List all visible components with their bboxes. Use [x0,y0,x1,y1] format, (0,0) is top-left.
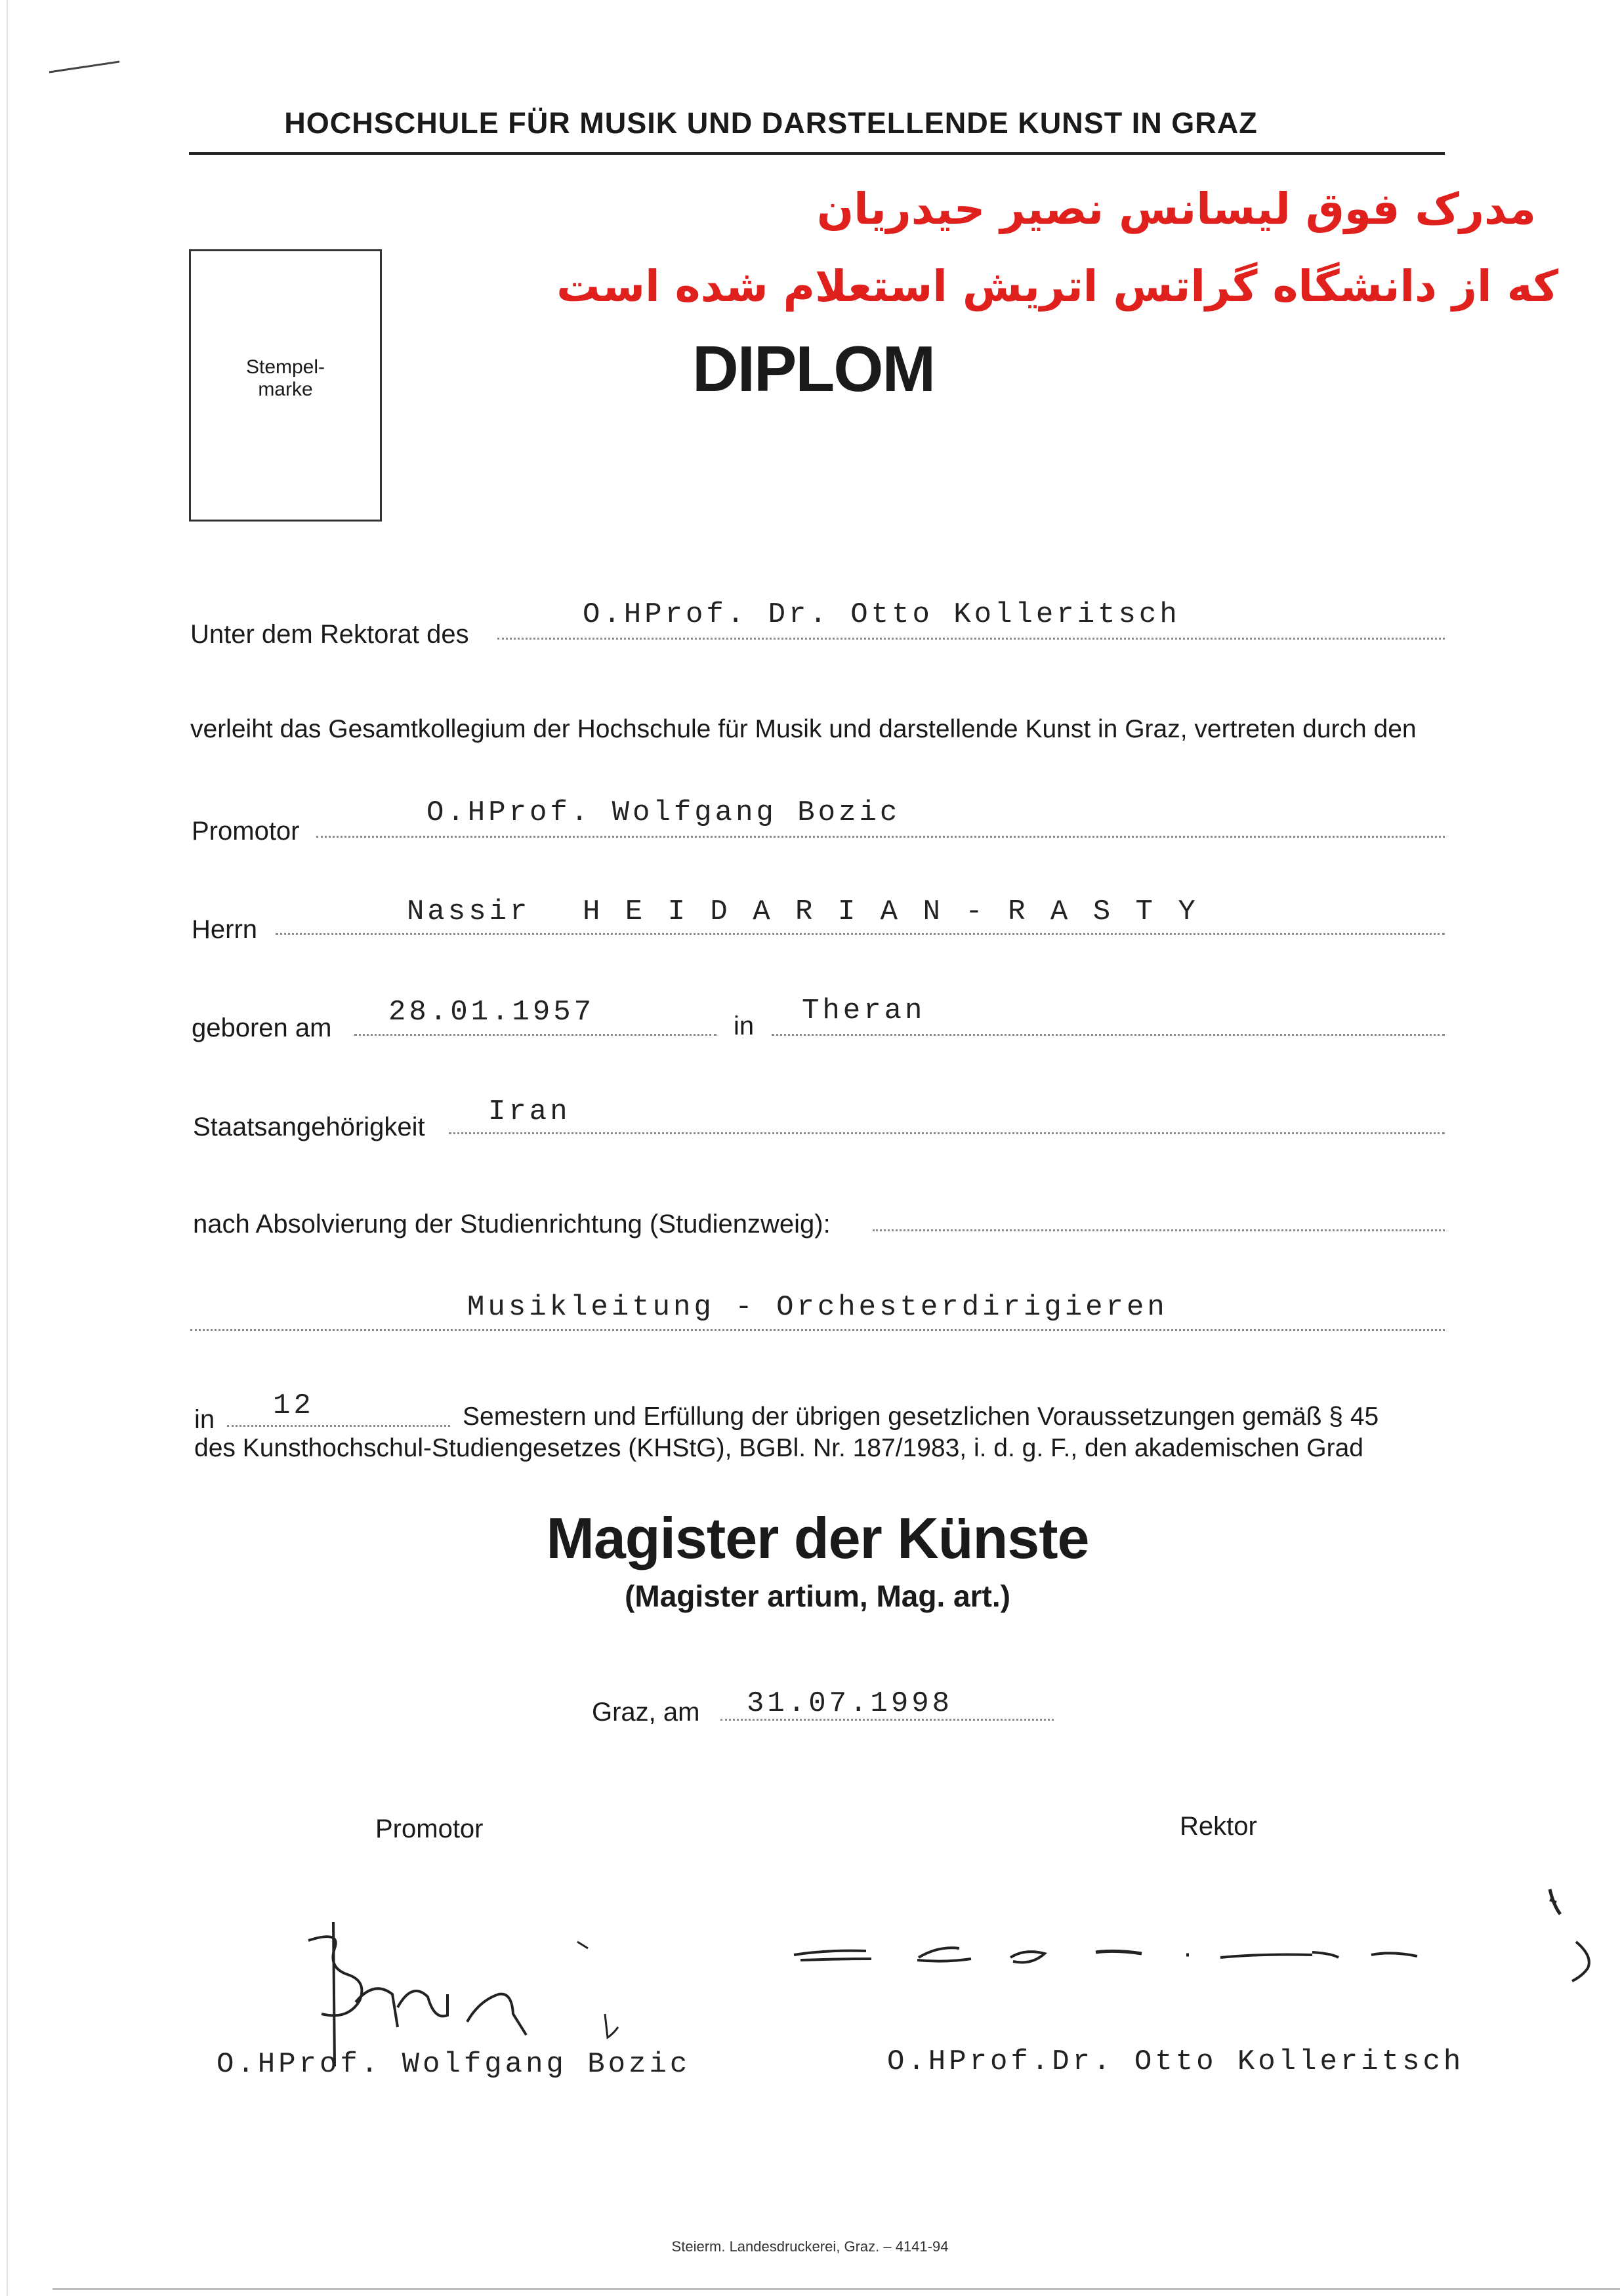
rektorat-line [497,638,1445,640]
semester-text-line-1: Semestern und Erfüllung der übrigen gesetzlichen Voraussetzungen gemäß § 45 [463,1403,1379,1431]
institution-header: HOCHSCHULE FÜR MUSIK UND DARSTELLENDE KUNST IN GRAZ [284,106,1258,140]
study-field-line [190,1329,1445,1331]
scan-left-edge [7,0,8,2296]
staats-label: Staatsangehörigkeit [193,1113,425,1141]
scan-bottom-edge [52,2288,1620,2290]
rektor-signature [787,1876,1601,2034]
printer-footer: Steierm. Landesdruckerei, Graz. – 4141-94 [671,2238,949,2255]
stamp-label-2: marke [258,379,313,400]
herrn-line [276,933,1445,935]
study-field-value: Musikleitung - Orchesterdirigieren [467,1291,1168,1324]
nationality-line [449,1132,1445,1134]
degree-name: Magister der Künste [546,1506,1089,1570]
birth-place-line [772,1034,1445,1036]
stamp-label-1: Stempel- [245,356,325,378]
place-date-label: Graz, am [592,1698,700,1727]
semester-in-label: in [194,1405,215,1434]
rektor-sign-label: Rektor [1180,1812,1257,1841]
verleiht-text: verleiht das Gesamtkollegium der Hochschule für Musik und darstellende Kunst in Graz, vertreten durch den [190,715,1417,743]
first-name-value: Nassir [407,895,531,928]
last-name-value: H E I D A R I A N - R A S T Y [583,895,1199,928]
rektor-name-value: O.HProf. Dr. Otto Kolleritsch [583,598,1180,631]
nach-line [873,1229,1445,1231]
stamp-box [189,249,382,522]
birth-date-value: 28.01.1957 [388,996,595,1029]
diploma-title: DIPLOM [692,333,935,405]
birth-date-line [354,1034,717,1036]
annotation-line-1: مدرک فوق لیسانس نصیر حیدریان [816,184,1536,234]
annotation-line-2: که از دانشگاه گراتس اتریش استعلام شده است [556,261,1558,312]
rektorat-label: Unter dem Rektorat des [190,620,469,649]
pen-mark [46,52,125,79]
promotor-name-value: O.HProf. Wolfgang Bozic [426,796,901,829]
place-date-value: 31.07.1998 [747,1687,953,1720]
promotor-line [316,836,1445,838]
nach-label: nach Absolvierung der Studienrichtung (Studienzweig): [193,1210,831,1239]
in-label: in [734,1012,755,1040]
promotor-typed-name: O.HProf. Wolfgang Bozic [217,2048,691,2081]
herrn-label: Herrn [192,915,258,944]
geboren-label: geboren am [192,1014,332,1042]
nationality-value: Iran [488,1096,571,1128]
degree-latin: (Magister artium, Mag. art.) [625,1579,1010,1613]
semesters-value: 12 [273,1389,314,1422]
promotor-label: Promotor [192,817,300,846]
promotor-sign-label: Promotor [375,1814,484,1843]
promotor-signature [282,1902,636,2073]
birth-place-value: Theran [802,994,926,1027]
header-rule [189,152,1445,155]
rektor-typed-name: O.HProf.Dr. Otto Kolleritsch [887,2045,1464,2078]
semester-text-line-2: des Kunsthochschul-Studiengesetzes (KHStG), BGBl. Nr. 187/1983, i. d. g. F., den akademischen Grad [194,1434,1363,1462]
semesters-line [227,1425,450,1427]
